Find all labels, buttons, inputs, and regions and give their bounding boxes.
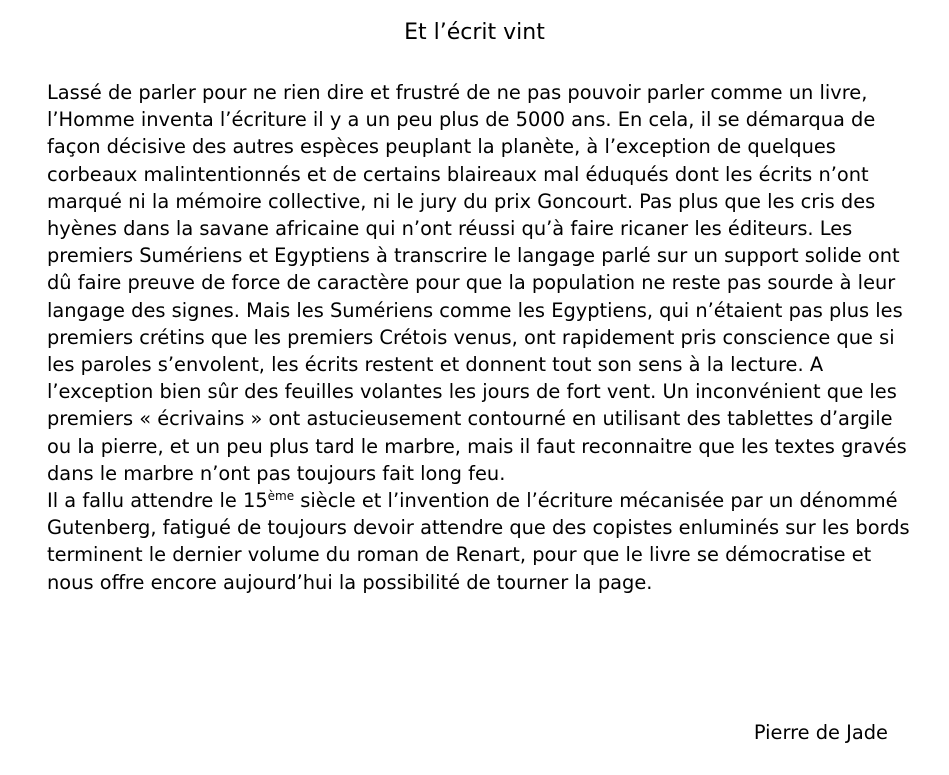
document-title: Et l’écrit vint — [404, 20, 545, 45]
ordinal-superscript: ème — [267, 489, 295, 504]
document-body — [47, 79, 912, 596]
paragraph-2-end: siècle et l’invention de l’écriture mécanisée par un dénommé Gutenberg, fatigué de toujours devoir attendre que des copistes enluminés sur les bords terminent le dernier volume du roman de Renart, pour que le livre se démocratise et nous offre encore aujourd’hui la possibilité de tourner la page. — [47, 489, 910, 594]
author-signature: Pierre de Jade — [753, 721, 888, 744]
paragraph-2 — [47, 487, 912, 596]
paragraph-1: Lassé de parler pour ne rien dire et frustré de ne pas pouvoir parler comme un livre, l’Homme inventa l’écriture il y a un peu plus de 5000 ans. En cela, il se démarqua de façon décisive des autres espèces peuplant la planète, à l’exception de quelques corbeaux malintentionnés et de certains blaireaux mal éduqués dont les écrits n’ont marqué ni la mémoire collective, ni le jury du prix Goncourt. Pas plus que les cris des hyènes dans la savane africaine qui n’ont réussi qu’à faire ricaner les éditeurs. Les premiers Sumériens et Egyptiens à transcrire le langage parlé sur un support solide ont dû faire preuve de force de caractère pour que la population ne reste pas sourde à leur langage des signes. Mais les Sumériens comme les Egyptiens, qui n’étaient pas plus les premiers crétins que les premiers Crétois venus, ont rapidement pris conscience que si les paroles s’envolent, les écrits restent et donnent tout son sens à la lecture. A l’exception bien sûr des feuilles volantes les jours de fort vent. Un inconvénient que les premiers « écrivains » ont astucieusement contourné en utilisant des tablettes d’argile ou la pierre, et un peu plus tard le marbre, mais il faut reconnaitre que les textes gravés dans le marbre n’ont pas toujours fait long feu. — [47, 81, 907, 485]
paragraph-2-start: Il a fallu attendre le 15 — [47, 489, 268, 513]
